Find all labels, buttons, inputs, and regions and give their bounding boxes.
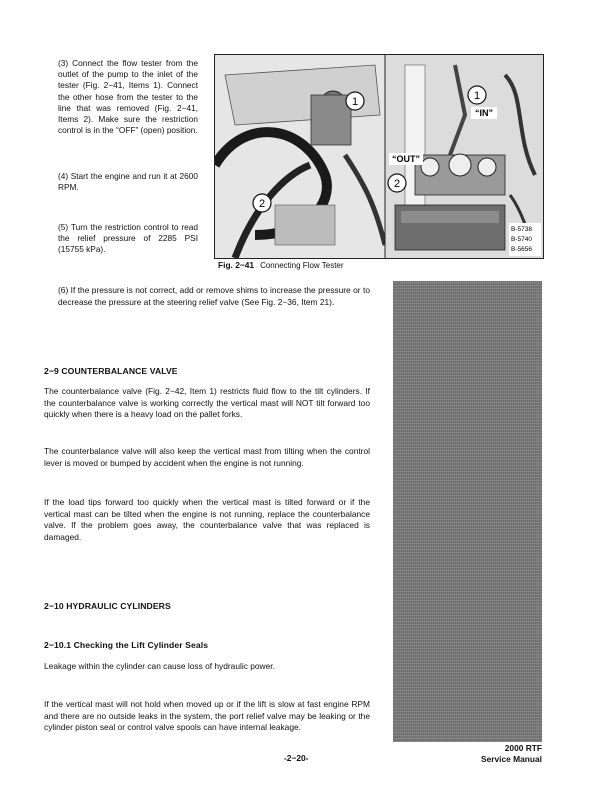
ref-code-3: B-5656 [511, 246, 532, 253]
ref-code-2: B-5740 [511, 236, 532, 243]
figure-caption [218, 260, 344, 270]
section-2-10-paragraph-2: If the vertical mast will not hold when moved up or if the lift is slow at fast engine RPM and there are no outside leaks in the system, the port relief valve may be leaking or the cylinder piston seal or control valve spools can have internal leakage. [44, 699, 370, 732]
section-2-9-paragraph-1: The counterbalance valve (Fig. 2−42, Item 1) restricts fluid flow to the tilt cylinders. If the counterbalance valve is working correctly the vertical mast will NOT tilt forward too quickly when there is a heavy load on the pallet forks. [44, 386, 370, 419]
callout-1-left-label: 1 [351, 96, 359, 108]
section-2-9-heading: 2−9 COUNTERBALANCE VALVE [44, 366, 178, 376]
figure-connecting-flow-tester [214, 54, 544, 259]
section-2-9-paragraph-2: The counterbalance valve will also keep the vertical mast from tilting when the control lever is moved or bumped by accident when the engine is not running. [44, 446, 370, 468]
out-label: “OUT” [392, 154, 420, 164]
callout-1-left [346, 92, 364, 110]
figure-caption-text: Connecting Flow Tester [260, 261, 344, 270]
callout-1-right [468, 86, 486, 104]
callout-1-right-label: 1 [473, 90, 481, 102]
callout-2-left-label: 2 [258, 198, 266, 210]
section-2-10-1-heading: 2−10.1 Checking the Lift Cylinder Seals [44, 640, 209, 650]
in-label: “IN” [475, 108, 493, 118]
figure-photo [215, 55, 543, 258]
step-4-text: (4) Start the engine and run it at 2600 RPM. [58, 171, 198, 193]
section-2-10-paragraph-1: Leakage within the cylinder can cause loss of hydraulic power. [44, 661, 275, 671]
left-photo-panel [215, 55, 385, 258]
step-3-text: (3) Connect the flow tester from the outlet of the pump to the inlet of the tester (Fig. 2−41, Items 1). Connect the other hose from the tester to the line that was removed (Fig. 2−41, Items 2). Make sure the restriction control is in the “OFF” (open) position. [58, 58, 198, 136]
callout-2-right-label: 2 [393, 178, 401, 190]
page-number: -2−20- [284, 753, 309, 763]
section-2-10-heading: 2−10 HYDRAULIC CYLINDERS [44, 601, 171, 611]
callout-2-right [388, 174, 406, 192]
step-6-text: (6) If the pressure is not correct, add or remove shims to increase the pressure or to decrease the pressure at the steering relief valve (See Fig. 2−36, Item 21). [58, 285, 370, 307]
footer-model: 2000 RTF [504, 743, 542, 753]
footer-title-block [460, 743, 542, 765]
section-2-9-paragraph-3: If the load tips forward too quickly when the vertical mast is tilted forward or if the vertical mast can be tilted when the engine is not running, replace the counterbalance valve. If the problem goes away, the counterbalance valve that was replaced is damaged. [44, 497, 370, 542]
step-5-text: (5) Turn the restriction control to read the relief pressure of 2285 PSI (15755 kPa). [58, 222, 198, 255]
shaded-margin-band [393, 281, 542, 742]
callout-2-left [253, 194, 271, 212]
figure-number: Fig. 2−41 [218, 260, 255, 270]
footer-manual: Service Manual [481, 754, 542, 764]
ref-code-1: B-5738 [511, 226, 532, 233]
